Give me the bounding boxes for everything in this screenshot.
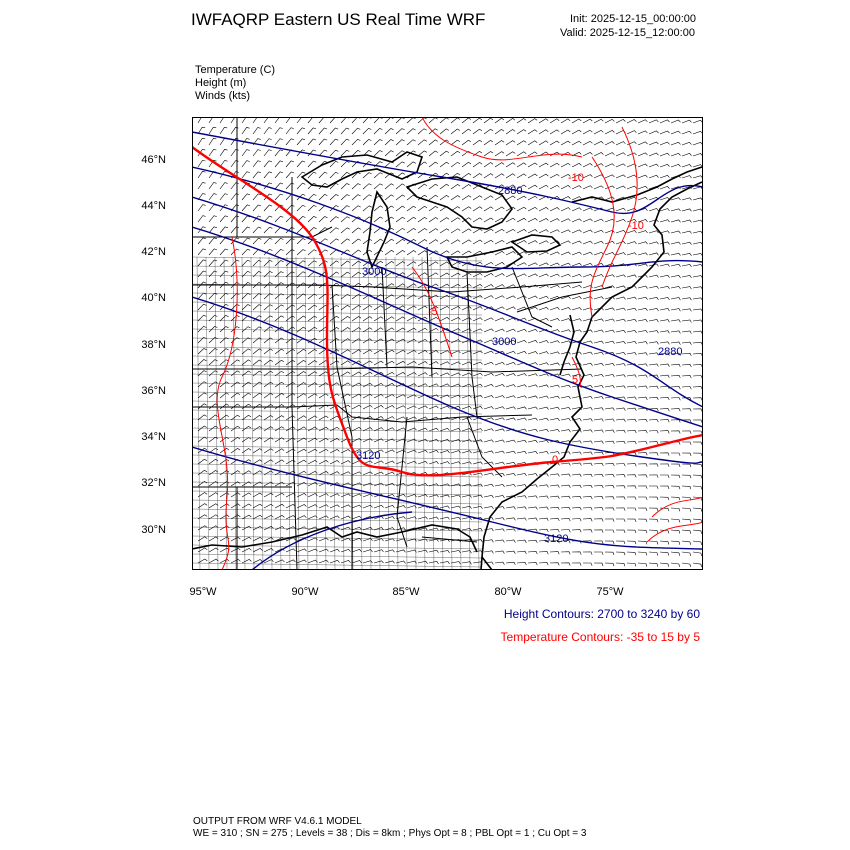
weather-map bbox=[192, 117, 703, 570]
lon-label-85: 85°W bbox=[392, 586, 420, 598]
legend-winds: Winds (kts) bbox=[195, 90, 250, 102]
lon-label-95: 95°W bbox=[189, 586, 217, 598]
height-label-3000-east: 3000 bbox=[492, 336, 517, 348]
height-label-3120-west: 3120 bbox=[356, 450, 381, 462]
temp-label-1: -10 bbox=[628, 220, 644, 232]
height-label-2880-east: 2880 bbox=[658, 346, 683, 358]
temp-label-3: 0 bbox=[552, 454, 559, 466]
lon-label-90: 90°W bbox=[291, 586, 319, 598]
temp-label-2: -5 bbox=[428, 306, 438, 318]
init-time: Init: 2025-12-15_00:00:00 bbox=[570, 13, 696, 25]
lat-label-44: 44°N bbox=[141, 200, 166, 212]
legend-height: Height (m) bbox=[195, 77, 247, 89]
lat-label-30: 30°N bbox=[141, 524, 166, 536]
footer-settings: WE = 310 ; SN = 275 ; Levels = 38 ; Dis = 8km ; Phys Opt = 8 ; PBL Opt = 1 ; Cu Opt = 3 bbox=[193, 828, 587, 839]
footer-model: OUTPUT FROM WRF V4.6.1 MODEL bbox=[193, 816, 362, 827]
lat-label-40: 40°N bbox=[141, 292, 166, 304]
valid-time: Valid: 2025-12-15_12:00:00 bbox=[560, 27, 695, 39]
temp-label-5: -10 bbox=[568, 172, 584, 184]
height-label-3000-west: 3000 bbox=[362, 266, 387, 278]
map-title: IWFAQRP Eastern US Real Time WRF bbox=[191, 10, 486, 29]
lat-label-32: 32°N bbox=[141, 477, 166, 489]
lon-label-75: 75°W bbox=[596, 586, 624, 598]
height-contour-info: Height Contours: 2700 to 3240 by 60 bbox=[503, 607, 700, 621]
lat-label-34: 34°N bbox=[141, 431, 166, 443]
lat-label-36: 36°N bbox=[141, 385, 166, 397]
lat-label-46: 46°N bbox=[141, 154, 166, 166]
lat-label-42: 42°N bbox=[141, 246, 166, 258]
height-label-3120-south: 3120 bbox=[544, 533, 569, 545]
height-label-2880-north: 2880 bbox=[498, 185, 523, 197]
temperature-contour-info: Temperature Contours: -35 to 15 by 5 bbox=[500, 630, 700, 644]
temp-label-4: 5 bbox=[572, 374, 579, 386]
legend-temperature: Temperature (C) bbox=[195, 64, 276, 76]
lat-label-38: 38°N bbox=[141, 339, 166, 351]
lon-label-80: 80°W bbox=[494, 586, 522, 598]
